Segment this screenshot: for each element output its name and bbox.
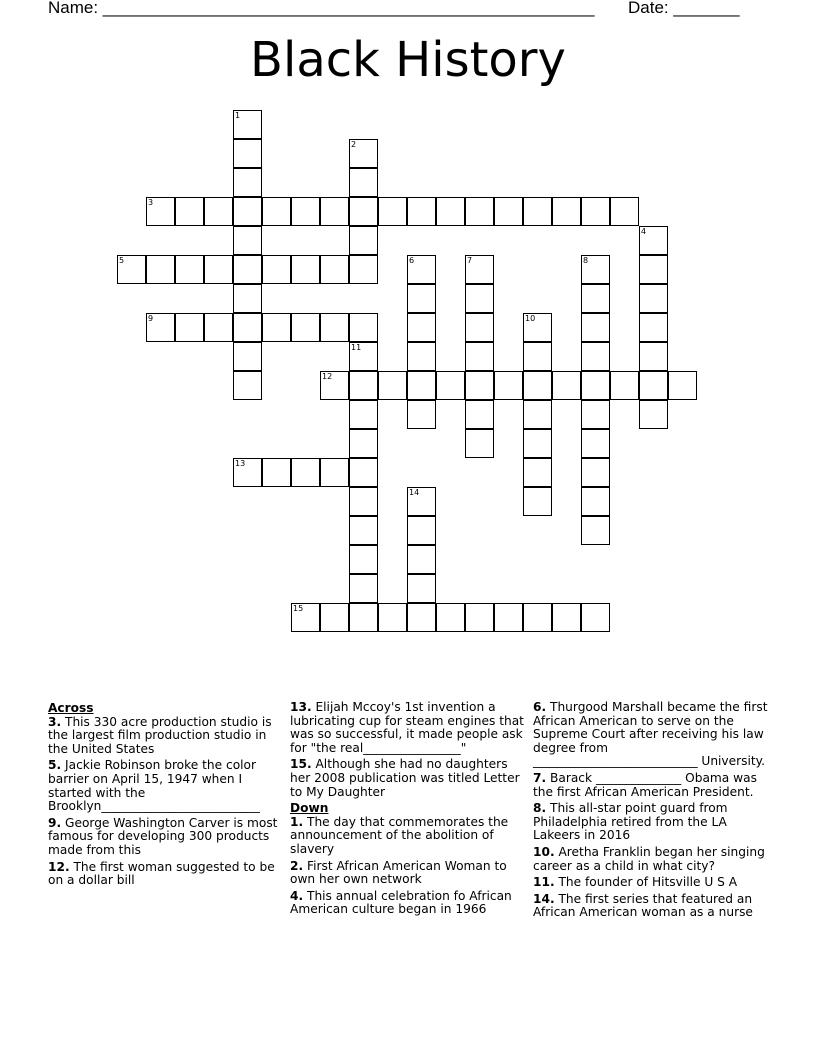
grid-cell[interactable] xyxy=(465,603,494,632)
grid-cell[interactable] xyxy=(233,197,262,226)
grid-cell[interactable] xyxy=(320,313,349,342)
grid-cell[interactable] xyxy=(639,400,668,429)
grid-cell[interactable] xyxy=(465,400,494,429)
grid-cell[interactable] xyxy=(639,226,668,255)
across-heading: Across xyxy=(48,701,94,715)
grid-cell[interactable] xyxy=(349,342,378,371)
grid-cell[interactable] xyxy=(233,110,262,139)
clue-number-15: 15 xyxy=(293,604,304,613)
grid-cell[interactable] xyxy=(581,197,610,226)
grid-cell[interactable] xyxy=(465,342,494,371)
grid-cell[interactable] xyxy=(349,371,378,400)
grid-cell[interactable] xyxy=(262,255,291,284)
grid-cell[interactable] xyxy=(204,255,233,284)
grid-cell[interactable] xyxy=(291,458,320,487)
clue-number-12: 12 xyxy=(322,372,333,381)
grid-cell[interactable] xyxy=(581,487,610,516)
grid-cell[interactable] xyxy=(581,516,610,545)
grid-cell[interactable] xyxy=(552,197,581,226)
grid-cell[interactable] xyxy=(146,313,175,342)
grid-cell[interactable] xyxy=(349,516,378,545)
grid-cell[interactable] xyxy=(610,371,639,400)
clue-down-7: 7. Barack ______________ Obama was the first African American President. xyxy=(533,770,757,799)
clue-down-4: 4. This annual celebration fo African American culture began in 1966 xyxy=(290,888,512,917)
grid-cell[interactable] xyxy=(639,313,668,342)
grid-cell[interactable] xyxy=(291,197,320,226)
grid-cell[interactable] xyxy=(610,197,639,226)
grid-cell[interactable] xyxy=(407,197,436,226)
grid-cell[interactable] xyxy=(494,603,523,632)
grid-cell[interactable] xyxy=(349,139,378,168)
grid-cell[interactable] xyxy=(523,197,552,226)
grid-cell[interactable] xyxy=(378,197,407,226)
grid-cell[interactable] xyxy=(407,284,436,313)
grid-cell[interactable] xyxy=(407,545,436,574)
grid-cell[interactable] xyxy=(523,487,552,516)
clue-down-1: 1. The day that commemorates the announcement of the abolition of slavery xyxy=(290,814,509,856)
grid-cell[interactable] xyxy=(320,603,349,632)
grid-cell[interactable] xyxy=(349,313,378,342)
clue-down-11: 11. The founder of Hitsville U S A xyxy=(533,875,738,890)
clue-across-13: 13. Elijah Mccoy's 1st invention a lubricating cup for steam engines that was so successful, it made people ask for "the real________________" xyxy=(290,700,524,755)
clue-number-2: 2 xyxy=(351,140,357,149)
grid-cell[interactable] xyxy=(639,255,668,284)
grid-cell[interactable] xyxy=(465,313,494,342)
clue-across-3: 3. This 330 acre production studio is the largest film production studio in the United States xyxy=(48,714,272,756)
grid-cell[interactable] xyxy=(523,458,552,487)
grid-cell[interactable] xyxy=(349,429,378,458)
grid-cell[interactable] xyxy=(581,400,610,429)
grid-cell[interactable] xyxy=(291,255,320,284)
grid-cell[interactable] xyxy=(349,168,378,197)
grid-cell[interactable] xyxy=(233,255,262,284)
grid-cell[interactable] xyxy=(320,371,349,400)
grid-cell[interactable] xyxy=(378,371,407,400)
grid-cell[interactable] xyxy=(494,197,523,226)
clue-number-10: 10 xyxy=(525,314,536,323)
grid-cell[interactable] xyxy=(349,226,378,255)
grid-cell[interactable] xyxy=(523,429,552,458)
grid-cell[interactable] xyxy=(175,313,204,342)
grid-cell[interactable] xyxy=(407,400,436,429)
grid-cell[interactable] xyxy=(233,139,262,168)
grid-cell[interactable] xyxy=(320,458,349,487)
grid-cell[interactable] xyxy=(146,197,175,226)
grid-cell[interactable] xyxy=(291,313,320,342)
clue-number-7: 7 xyxy=(467,256,473,265)
grid-cell[interactable] xyxy=(233,371,262,400)
grid-cell[interactable] xyxy=(668,371,697,400)
grid-cell[interactable] xyxy=(436,371,465,400)
grid-cell[interactable] xyxy=(349,603,378,632)
grid-cell[interactable] xyxy=(465,197,494,226)
grid-cell[interactable] xyxy=(349,197,378,226)
grid-cell[interactable] xyxy=(581,313,610,342)
grid-cell[interactable] xyxy=(233,226,262,255)
grid-cell[interactable] xyxy=(349,487,378,516)
grid-cell[interactable] xyxy=(233,458,262,487)
grid-cell[interactable] xyxy=(233,168,262,197)
grid-cell[interactable] xyxy=(639,371,668,400)
grid-cell[interactable] xyxy=(581,458,610,487)
grid-cell[interactable] xyxy=(523,342,552,371)
grid-cell[interactable] xyxy=(262,458,291,487)
clue-number-3: 3 xyxy=(148,198,154,207)
grid-cell[interactable] xyxy=(204,197,233,226)
grid-cell[interactable] xyxy=(639,284,668,313)
grid-cell[interactable] xyxy=(552,603,581,632)
grid-cell[interactable] xyxy=(233,342,262,371)
clue-across-12: 12. The first woman suggested to be on a dollar bill xyxy=(48,859,275,888)
grid-cell[interactable] xyxy=(407,574,436,603)
grid-cell[interactable] xyxy=(407,255,436,284)
grid-cell[interactable] xyxy=(465,429,494,458)
grid-cell[interactable] xyxy=(407,516,436,545)
grid-cell[interactable] xyxy=(262,313,291,342)
clues-column-2 xyxy=(290,701,530,920)
grid-cell[interactable] xyxy=(204,313,233,342)
clue-across-9: 9. George Washington Carver is most famous for developing 300 products made from this xyxy=(48,815,278,857)
grid-cell[interactable] xyxy=(552,371,581,400)
clue-across-5: 5. Jackie Robinson broke the color barrier on April 15, 1947 when I started with the Brooklyn__________________________ xyxy=(48,758,260,814)
grid-cell[interactable] xyxy=(349,458,378,487)
clues-column-1 xyxy=(48,701,286,891)
grid-cell[interactable] xyxy=(523,400,552,429)
grid-cell[interactable] xyxy=(233,284,262,313)
grid-cell[interactable] xyxy=(407,487,436,516)
clue-number-14: 14 xyxy=(409,488,420,497)
grid-cell[interactable] xyxy=(175,255,204,284)
clue-number-4: 4 xyxy=(641,227,647,236)
grid-cell[interactable] xyxy=(465,371,494,400)
clue-number-8: 8 xyxy=(583,256,589,265)
clue-number-1: 1 xyxy=(235,111,241,120)
clue-number-13: 13 xyxy=(235,459,246,468)
clue-number-9: 9 xyxy=(148,314,154,323)
grid-cell[interactable] xyxy=(581,429,610,458)
grid-cell[interactable] xyxy=(465,284,494,313)
clue-number-6: 6 xyxy=(409,256,415,265)
grid-cell[interactable] xyxy=(349,545,378,574)
grid-cell[interactable] xyxy=(349,255,378,284)
clue-number-11: 11 xyxy=(351,343,362,352)
clue-down-6: 6. Thurgood Marshall became the first African American to serve on the Supreme Court after receiving his law degree from ___________________________ University. xyxy=(533,700,768,769)
grid-cell[interactable] xyxy=(175,197,204,226)
grid-cell[interactable] xyxy=(407,603,436,632)
grid-cell[interactable] xyxy=(581,342,610,371)
clue-down-8: 8. This all-star point guard from Philadelphia retired from the LA Lakeers in 2016 xyxy=(533,801,728,843)
grid-cell[interactable] xyxy=(146,255,175,284)
grid-cell[interactable] xyxy=(320,197,349,226)
clue-down-2: 2. First African American Woman to own her own network xyxy=(290,858,507,887)
clue-number-5: 5 xyxy=(119,256,125,265)
name-field-label[interactable]: Name: ____________________________________________________ xyxy=(48,0,595,17)
grid-cell[interactable] xyxy=(117,255,146,284)
grid-cell[interactable] xyxy=(349,574,378,603)
grid-cell[interactable] xyxy=(262,197,291,226)
grid-cell[interactable] xyxy=(581,371,610,400)
date-field-label[interactable]: Date: _______ xyxy=(628,0,740,17)
grid-cell[interactable] xyxy=(639,342,668,371)
grid-cell[interactable] xyxy=(523,371,552,400)
grid-cell[interactable] xyxy=(233,313,262,342)
grid-cell[interactable] xyxy=(523,313,552,342)
clue-down-14: 14. The first series that featured an African American woman as a nurse xyxy=(533,891,753,920)
grid-cell[interactable] xyxy=(523,603,552,632)
clues-column-3 xyxy=(533,701,773,923)
grid-cell[interactable] xyxy=(581,603,610,632)
clue-across-15: 15. Although she had no daughters her 2008 publication was titled Letter to My Daughter xyxy=(290,757,520,799)
grid-cell[interactable] xyxy=(349,400,378,429)
grid-cell[interactable] xyxy=(581,284,610,313)
down-heading: Down xyxy=(290,801,329,816)
clue-down-10: 10. Aretha Franklin began her singing career as a child in what city? xyxy=(533,844,765,873)
grid-cell[interactable] xyxy=(407,313,436,342)
page-title: Black History xyxy=(250,32,566,88)
grid-cell[interactable] xyxy=(407,342,436,371)
grid-cell[interactable] xyxy=(581,255,610,284)
grid-cell[interactable] xyxy=(494,371,523,400)
grid-cell[interactable] xyxy=(320,255,349,284)
grid-cell[interactable] xyxy=(407,371,436,400)
grid-cell[interactable] xyxy=(436,603,465,632)
grid-cell[interactable] xyxy=(378,603,407,632)
grid-cell[interactable] xyxy=(436,197,465,226)
grid-cell[interactable] xyxy=(291,603,320,632)
grid-cell[interactable] xyxy=(465,255,494,284)
